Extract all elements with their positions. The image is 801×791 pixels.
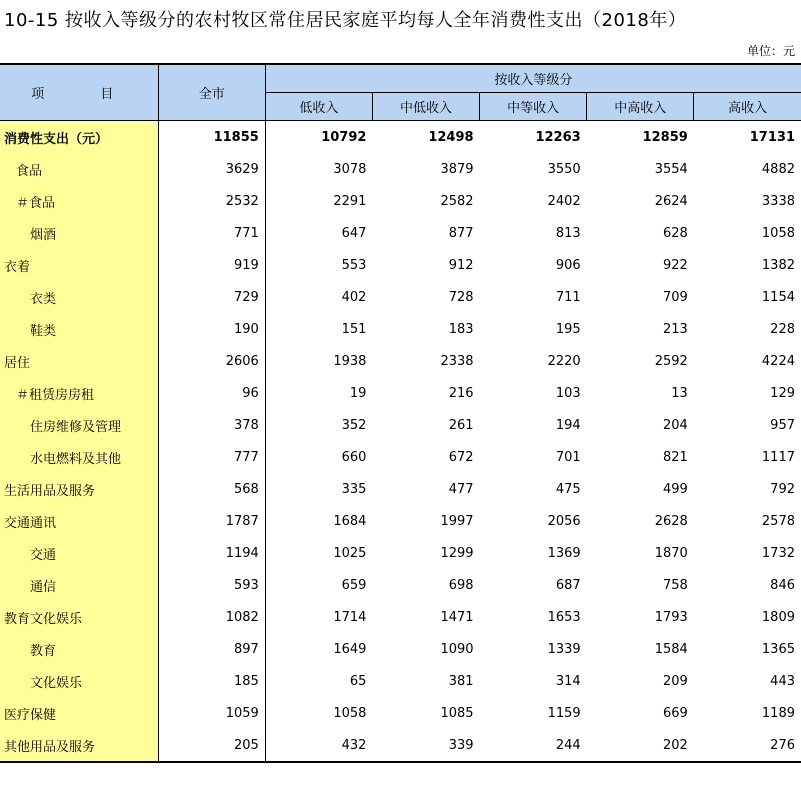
cell-value: 443: [770, 673, 795, 689]
cell-value: 276: [694, 729, 801, 762]
cell-value: 202: [587, 729, 694, 762]
table-row: [0, 633, 801, 665]
row-label: 教育: [0, 633, 158, 665]
row-label: 烟酒: [0, 217, 158, 249]
header-item-label: 项 目: [31, 87, 140, 102]
cell-value: 1117: [761, 449, 795, 465]
cell-value: 1653: [547, 609, 581, 625]
cell-value: 1059: [158, 697, 265, 729]
table-row: [0, 665, 801, 697]
cell-value: 12498: [428, 129, 474, 145]
cell-value: 213: [662, 321, 688, 337]
row-label: ＃租赁房房租: [0, 377, 158, 409]
cell-value: 1809: [761, 609, 795, 625]
cell-value: 261: [448, 417, 474, 433]
table-row: [0, 505, 801, 537]
cell-value: 912: [448, 257, 474, 273]
cell-value: 204: [662, 417, 688, 433]
cell-value: 1339: [547, 641, 581, 657]
cell-value: 65: [349, 673, 367, 689]
row-label: 住房维修及管理: [0, 409, 158, 441]
cell-value: 432: [265, 729, 372, 762]
row-label: ＃食品: [0, 185, 158, 217]
cell-value: 205: [158, 729, 265, 762]
cell-value: 216: [448, 385, 474, 401]
table-row: [0, 345, 801, 377]
cell-value: 3550: [547, 161, 581, 177]
cell-value: 2592: [654, 353, 688, 369]
header-level-low: 低收入: [265, 93, 372, 121]
cell-value: 314: [555, 673, 581, 689]
cell-value: 628: [662, 225, 688, 241]
table-row: [0, 601, 801, 633]
cell-value: 1938: [333, 353, 367, 369]
cell-value: 2578: [761, 513, 795, 529]
cell-value: 151: [341, 321, 367, 337]
consumption-table: [0, 63, 801, 763]
cell-value: 2220: [547, 353, 581, 369]
cell-value: 729: [158, 281, 265, 313]
cell-value: 2624: [654, 193, 688, 209]
cell-value: 13: [671, 385, 688, 401]
cell-value: 2532: [158, 185, 265, 217]
cell-value: 2056: [547, 513, 581, 529]
table-row: [0, 409, 801, 441]
unit-label: 单位：元: [746, 44, 795, 58]
cell-value: 1997: [440, 513, 474, 529]
cell-value: 922: [662, 257, 688, 273]
row-label: 食品: [0, 153, 158, 185]
cell-value: 647: [341, 225, 367, 241]
cell-value: 593: [158, 569, 265, 601]
cell-value: 209: [662, 673, 688, 689]
header-level-lower-middle: 中低收入: [372, 93, 479, 121]
header-level-high: 高收入: [694, 93, 801, 121]
cell-value: 103: [555, 385, 581, 401]
cell-value: 568: [158, 473, 265, 505]
cell-value: 183: [448, 321, 474, 337]
cell-value: 3629: [158, 153, 265, 185]
cell-value: 378: [158, 409, 265, 441]
row-label: 教育文化娱乐: [0, 601, 158, 633]
cell-value: 1870: [654, 545, 688, 561]
page-title: 10-15 按收入等级分的农村牧区常住居民家庭平均每人全年消费性支出（2018年）: [4, 10, 687, 31]
cell-value: 906: [555, 257, 581, 273]
row-label: 其他用品及服务: [0, 729, 158, 762]
cell-value: 2402: [547, 193, 581, 209]
cell-value: 821: [662, 449, 688, 465]
table-header: [0, 64, 801, 121]
cell-value: 698: [448, 577, 474, 593]
cell-value: 19: [349, 385, 367, 401]
cell-value: 1159: [547, 705, 581, 721]
cell-value: 3879: [440, 161, 474, 177]
cell-value: 1365: [761, 641, 795, 657]
cell-value: 475: [555, 481, 581, 497]
cell-value: 777: [158, 441, 265, 473]
cell-value: 4882: [761, 161, 795, 177]
cell-value: 1025: [333, 545, 367, 561]
cell-value: 352: [341, 417, 367, 433]
cell-value: 11855: [158, 121, 265, 154]
cell-value: 1649: [333, 641, 367, 657]
row-label: 交通: [0, 537, 158, 569]
row-label: 通信: [0, 569, 158, 601]
cell-value: 381: [448, 673, 474, 689]
header-level-upper-middle: 中高收入: [587, 93, 694, 121]
cell-value: 1058: [333, 705, 367, 721]
header-city: 全市: [158, 64, 265, 121]
table-row: [0, 281, 801, 313]
header-group: 按收入等级分: [265, 64, 801, 93]
cell-value: 190: [158, 313, 265, 345]
cell-value: 2628: [654, 513, 688, 529]
cell-value: 1732: [761, 545, 795, 561]
cell-value: 1058: [761, 225, 795, 241]
cell-value: 12263: [535, 129, 581, 145]
cell-value: 3338: [761, 193, 795, 209]
cell-value: 711: [555, 289, 581, 305]
cell-value: 672: [448, 449, 474, 465]
cell-value: 792: [770, 481, 795, 497]
cell-value: 846: [770, 577, 795, 593]
cell-value: 1584: [654, 641, 688, 657]
cell-value: 12859: [642, 129, 688, 145]
cell-value: 1082: [158, 601, 265, 633]
cell-value: 1787: [158, 505, 265, 537]
cell-value: 1382: [761, 257, 795, 273]
cell-value: 185: [158, 665, 265, 697]
cell-value: 1189: [761, 705, 795, 721]
row-label: 衣着: [0, 249, 158, 281]
row-label: 居住: [0, 345, 158, 377]
row-label: 交通通讯: [0, 505, 158, 537]
table-row: [0, 313, 801, 345]
cell-value: 1090: [440, 641, 474, 657]
cell-value: 1194: [158, 537, 265, 569]
table-body: [0, 121, 801, 763]
cell-value: 1369: [547, 545, 581, 561]
cell-value: 669: [662, 705, 688, 721]
cell-value: 897: [158, 633, 265, 665]
cell-value: 813: [555, 225, 581, 241]
row-label: 文化娱乐: [0, 665, 158, 697]
table-row: [0, 185, 801, 217]
cell-value: 1085: [440, 705, 474, 721]
table-row: [0, 441, 801, 473]
cell-value: 2338: [440, 353, 474, 369]
table-row: [0, 121, 801, 154]
table-row: [0, 697, 801, 729]
cell-value: 2606: [158, 345, 265, 377]
table-row: [0, 729, 801, 762]
cell-value: 1793: [654, 609, 688, 625]
table-row: [0, 569, 801, 601]
row-label: 鞋类: [0, 313, 158, 345]
cell-value: 877: [448, 225, 474, 241]
cell-value: 701: [555, 449, 581, 465]
cell-value: 1714: [333, 609, 367, 625]
cell-value: 17131: [749, 129, 795, 145]
cell-value: 96: [158, 377, 265, 409]
table-row: [0, 249, 801, 281]
cell-value: 244: [480, 729, 587, 762]
cell-value: 1154: [761, 289, 795, 305]
header-item: [0, 64, 158, 121]
cell-value: 771: [158, 217, 265, 249]
cell-value: 477: [448, 481, 474, 497]
table-row: [0, 537, 801, 569]
cell-value: 195: [555, 321, 581, 337]
cell-value: 709: [662, 289, 688, 305]
cell-value: 129: [770, 385, 795, 401]
row-label: 衣类: [0, 281, 158, 313]
cell-value: 194: [555, 417, 581, 433]
cell-value: 957: [770, 417, 795, 433]
cell-value: 919: [158, 249, 265, 281]
cell-value: 2291: [333, 193, 367, 209]
row-label: 生活用品及服务: [0, 473, 158, 505]
cell-value: 2582: [440, 193, 474, 209]
cell-value: 728: [448, 289, 474, 305]
cell-value: 553: [341, 257, 367, 273]
cell-value: 3554: [654, 161, 688, 177]
table-row: [0, 473, 801, 505]
cell-value: 660: [341, 449, 367, 465]
table-row: [0, 217, 801, 249]
cell-value: 1299: [440, 545, 474, 561]
cell-value: 499: [662, 481, 688, 497]
cell-value: 1684: [333, 513, 367, 529]
header-level-middle: 中等收入: [480, 93, 587, 121]
cell-value: 402: [341, 289, 367, 305]
cell-value: 10792: [321, 129, 367, 145]
cell-value: 4224: [761, 353, 795, 369]
cell-value: 3078: [333, 161, 367, 177]
cell-value: 687: [555, 577, 581, 593]
cell-value: 758: [662, 577, 688, 593]
row-label: 医疗保健: [0, 697, 158, 729]
table-row: [0, 377, 801, 409]
cell-value: 1471: [440, 609, 474, 625]
cell-value: 339: [372, 729, 479, 762]
table-row: [0, 153, 801, 185]
cell-value: 335: [341, 481, 367, 497]
row-label: 水电燃料及其他: [0, 441, 158, 473]
row-label: 消费性支出（元）: [0, 121, 158, 154]
cell-value: 659: [341, 577, 367, 593]
cell-value: 228: [770, 321, 795, 337]
